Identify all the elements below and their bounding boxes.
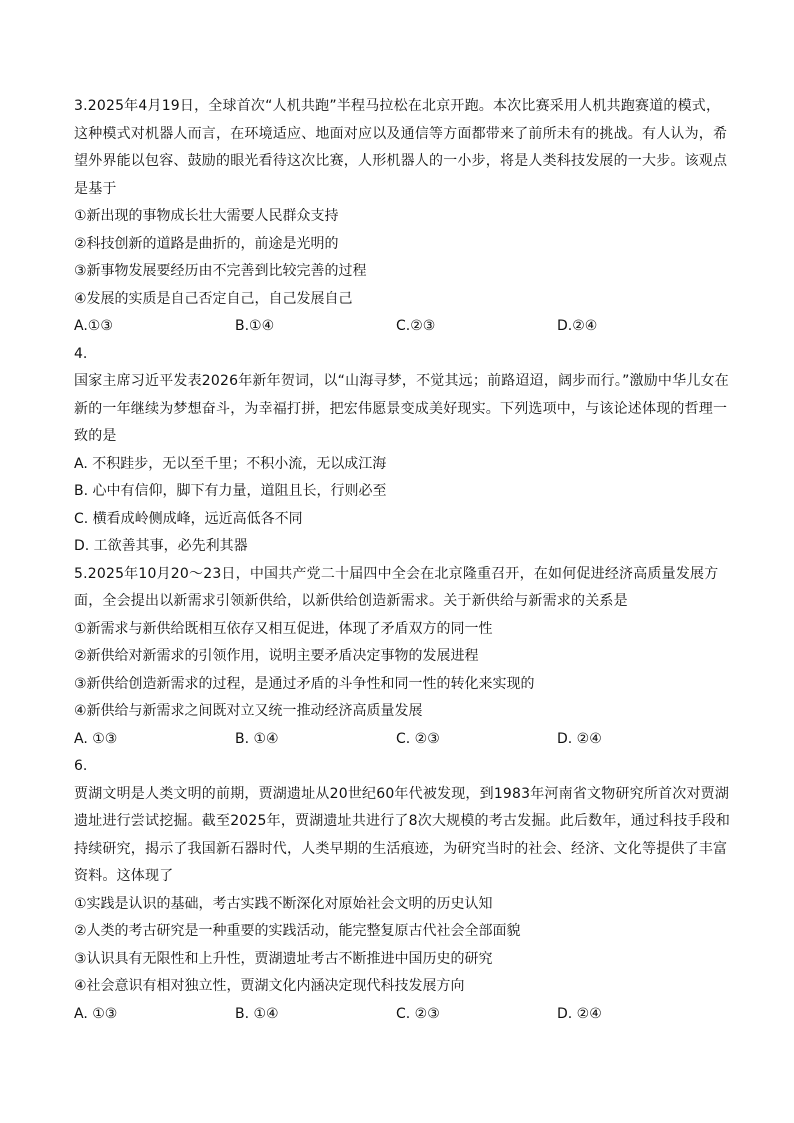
questions-container	[74, 93, 734, 1028]
statement-4: ④社会意识有相对独立性，贾湖文化内涵决定现代科技发展方向	[74, 978, 465, 994]
question-stem: 3.2025年4月19日，全球首次“人机共跑”半程马拉松在北京开跑。本次比赛采用人机共跑赛道的模式，这种模式对机器人而言，在环境适应、地面对应以及通信等方面都带来了前所未有的挑战。有人认为，希望外界能以包容、鼓励的眼光看待这次比赛，人形机器人的一小步，将是人类科技发展的一大步。该观点是基于	[74, 98, 728, 197]
statement-1: ①实践是认识的基础，考古实践不断深化对原始社会文明的历史认知	[74, 895, 493, 912]
statement-3: ③新事物发展要经历由不完善到比较完善的过程	[74, 263, 367, 279]
answer-options	[74, 1001, 734, 1029]
option-d: D. 工欲善其事，必先利其器	[74, 538, 248, 554]
option-a: A. 不积跬步，无以至千里；不积小流，无以成江海	[74, 455, 387, 472]
statement-1: ①新出现的事物成长壮大需要人民群众支持	[74, 208, 339, 224]
question-4	[74, 341, 734, 561]
question-stem: 国家主席习近平发表2026年新年贺词，以“山海寻梦，不觉其远；前路迢迢，阔步而行。”激励中华儿女在新的一年继续为梦想奋斗，为幸福打拼，把宏伟愿景变成美好现实。下列选项中，与该论述体现的哲理一致的是	[74, 373, 729, 444]
option-d: D. ②④	[557, 730, 602, 747]
option-d: D. ②④	[557, 1005, 602, 1022]
statement-3: ③新供给创造新需求的过程，是通过矛盾的斗争性和同一性的转化来实现的	[74, 675, 535, 692]
option-a: A. ①③	[74, 1005, 118, 1022]
option-b: B. ①④	[235, 1005, 279, 1022]
question-6	[74, 753, 734, 1028]
option-c: C. ②③	[396, 1005, 440, 1022]
question-stem: 贾湖文明是人类文明的前期，贾湖遗址从20世纪60年代被发现，到1983年河南省文物研究所首次对贾湖遗址进行尝试挖掘。截至2025年，贾湖遗址共进行了8次大规模的考古发掘。此后数年，通过科技手段和持续研究，揭示了我国新石器时代，人类早期的生活痕迹，为研究当时的社会、经济、文化等提供了丰富资料。这体现了	[74, 785, 731, 884]
question-3	[74, 93, 734, 341]
answer-options	[74, 726, 734, 754]
option-b: B.①④	[235, 318, 275, 334]
statement-1: ①新需求与新供给既相互依存又相互促进，体现了矛盾双方的同一性	[74, 620, 493, 637]
option-b: B. ①④	[235, 730, 279, 747]
statement-3: ③认识具有无限性和上升性，贾湖遗址考古不断推进中国历史的研究	[74, 950, 493, 967]
question-5	[74, 561, 734, 754]
statement-4: ④发展的实质是自己否定自己，自己发展自己	[74, 290, 353, 307]
option-b: B. 心中有信仰，脚下有力量，道阻且长，行则必至	[74, 483, 387, 499]
option-c: C. ②③	[396, 730, 440, 747]
statement-4: ④新供给与新需求之间既对立又统一推动经济高质量发展	[74, 703, 423, 719]
option-c: C. 横看成岭侧成峰，远近高低各不同	[74, 510, 303, 527]
option-d: D.②④	[557, 318, 598, 334]
answer-options	[74, 313, 734, 341]
statement-2: ②新供给对新需求的引领作用，说明主要矛盾决定事物的发展进程	[74, 648, 479, 664]
question-number: 4.	[74, 345, 88, 362]
question-number: 6.	[74, 758, 88, 774]
statement-2: ②人类的考古研究是一种重要的实践活动，能完整复原古代社会全部面貌	[74, 923, 521, 939]
option-a: A. ①③	[74, 730, 118, 747]
option-c: C.②③	[396, 318, 436, 334]
statement-2: ②科技创新的道路是曲折的，前途是光明的	[74, 235, 339, 252]
option-a: A.①③	[74, 318, 113, 334]
question-stem: 5.2025年10月20～23日，中国共产党二十届四中全会在北京隆重召开，在如何促进经济高质量发展方面，全会提出以新需求引领新供给，以新供给创造新需求。关于新供给与新需求的关系是	[74, 565, 719, 609]
